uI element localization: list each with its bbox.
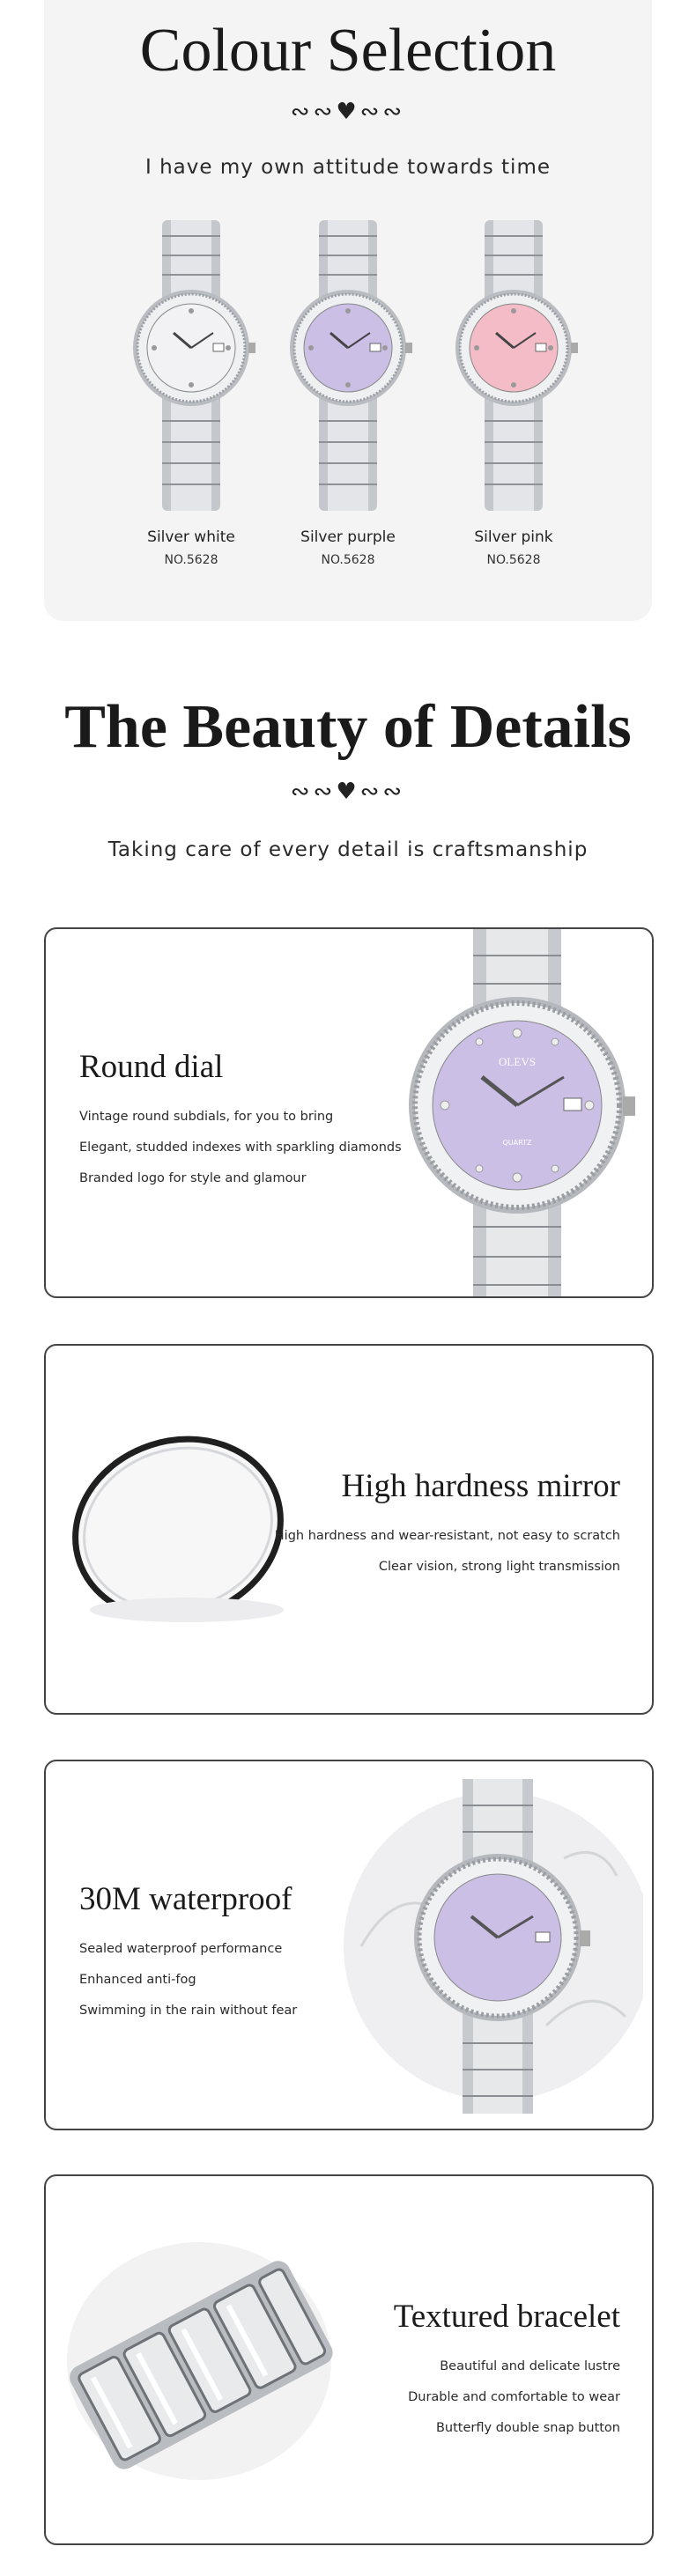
card-title: Textured bracelet xyxy=(393,2299,620,2335)
watch-silver-purple-image xyxy=(282,220,414,511)
details-subtitle: Taking care of every detail is craftsmanship xyxy=(107,838,589,861)
card-line: Elegant, studded indexes with sparkling diamonds xyxy=(79,1140,402,1155)
watch-silver-pink-image xyxy=(448,220,580,511)
colour-selection-title: Colour Selection xyxy=(139,17,557,85)
watch-option-name: Silver white xyxy=(147,528,235,546)
watch-option-silver-pink[interactable] xyxy=(412,220,615,567)
card-line: Clear vision, strong light transmission xyxy=(378,1560,620,1574)
card-line: High hardness and wear-resistant, not easy to scratch xyxy=(274,1529,620,1543)
card-line: Swimming in the rain without fear xyxy=(79,2004,298,2018)
colour-selection-subtitle: I have my own attitude towards time xyxy=(144,156,552,179)
feature-card-bracelet xyxy=(44,2174,654,2545)
card-title: Round dial xyxy=(79,1049,224,1085)
feature-card-mirror xyxy=(44,1344,654,1715)
heart-divider-icon: ∾∾♥∾∾ xyxy=(290,779,406,805)
card-line: Vintage round subdials, for you to bring xyxy=(79,1110,334,1124)
heart-divider-icon: ∾∾♥∾∾ xyxy=(290,99,406,125)
watch-option-name: Silver pink xyxy=(474,528,553,546)
card-line: Enhanced anti-fog xyxy=(79,1973,196,1987)
feature-card-round-dial xyxy=(44,927,654,1298)
card-line: Beautiful and delicate lustre xyxy=(440,2359,620,2373)
card-line: Butterfly double snap button xyxy=(435,2421,620,2435)
watch-dial-closeup-image xyxy=(398,929,636,1296)
dial-label: QUARTZ xyxy=(502,1139,532,1147)
watch-silver-white-image xyxy=(125,220,257,511)
card-line: Branded logo for style and glamour xyxy=(79,1171,307,1185)
watch-option-number: NO.5628 xyxy=(486,553,541,567)
card-line: Sealed waterproof performance xyxy=(79,1942,283,1956)
bracelet-closeup-image xyxy=(58,2203,340,2511)
watch-option-number: NO.5628 xyxy=(164,553,218,567)
feature-card-waterproof xyxy=(44,1760,654,2130)
watch-water-splash-image xyxy=(326,1779,643,2114)
details-title: The Beauty of Details xyxy=(64,693,632,761)
brand-logo: OLEVS xyxy=(499,1055,536,1068)
watch-option-name: Silver purple xyxy=(300,528,396,546)
watch-option-number: NO.5628 xyxy=(321,553,375,567)
card-title: High hardness mirror xyxy=(341,1468,620,1504)
card-line: Durable and comfortable to wear xyxy=(408,2390,620,2404)
card-title: 30M waterproof xyxy=(79,1881,292,1917)
